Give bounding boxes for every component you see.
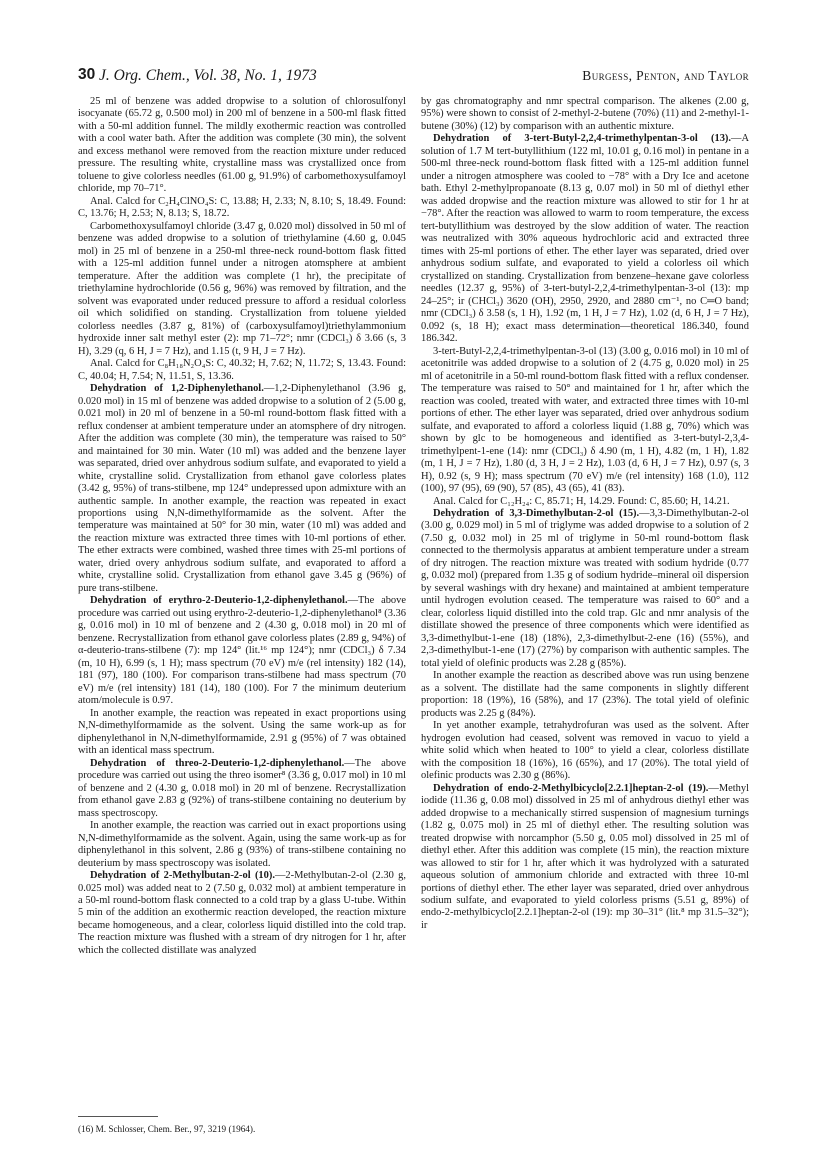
paragraph-text: —3,3-Dimethylbutan-2-ol (3.00 g, 0.029 mol) in 5 ml of triglyme was added dropwise to a solution of 2 (7.50 g, 0.032 mol) in 25 ml of triglyme in 50-ml round-bottom flask connected to the thermolysis apparatus at ambient temperature under a stream of dry nitrogen. The reaction mixture was treated with sodium hydride (0.77 g, 0.032 mol) (prepared from 1.35 g of sodium hydride–mineral oil dispersion by several washings with dry hexane) and maintained at ambient temperature until hydrogen evolution ceased. The temperature was raised to 60° and a clear, colorless liquid distilled into the cold trap. Glc and nmr analysis of the distillate showed the presence of three components which were identified as 3,3-dimethylbut-1-ene (18) (18%), 2,3-dimethylbut-2-ene (16) (55%), and 2,3-dimethylbut-1-ene (17) (27%) by comparison with authentic samples. The total yield of olefinic products was 2.28 g (85%). xyxy=(421,507,749,669)
page-header xyxy=(78,66,749,88)
footnote: (16) M. Schlosser, Chem. Ber., 97, 3219 (1964). xyxy=(78,1124,256,1134)
section-heading: Dehydration of endo-2-Methylbicyclo[2.2.1]heptan-2-ol (19). xyxy=(433,782,709,794)
paragraph xyxy=(421,783,749,933)
paragraph xyxy=(421,508,749,670)
right-column xyxy=(421,96,749,932)
footnote-rule xyxy=(78,1116,158,1117)
paragraph xyxy=(421,720,749,782)
paragraph xyxy=(421,670,749,720)
paragraph-text: 25 ml of benzene was added dropwise to a solution of chlorosulfonyl isocyanate (65.72 g, 0.500 mol) in 200 ml of benzene in a 500-ml flask fitted with a 50-ml addition funnel. The mildly exothermic reaction was controlled with a cool water bath. After the addition was complete (30 min), the solvent and excess methanol were removed from the reaction mixture under reduced pressure. The resulting white, crystalline mass was crystallized once from toluene to give colorless needles (61.00 g, 91.9%) of carbomethoxysulfamoyl chloride, mp 70–71°. xyxy=(78,96,406,195)
paragraph-text: —1,2-Diphenylethanol (3.96 g, 0.020 mol) in 15 ml of benzene was added dropwise to a solution of 2 (5.00 g, 0.021 mol) in 20 ml of benzene in a 50-ml round-bottom flask fitted with a reflux condenser at ambient temperature under an atomsphere of dry nitrogen. After the addition was complete (30 min), the temperature was raised to 50° and maintained for 30 min. Water (10 ml) was added and the benzene layer was separated, dried over anhydrous sodium sulfate, and evaporated to yield a white, crystalline solid. Crystallization from ethanol gave colorless plates (3.42 g, 95%) of trans-stilbene, mp 124° undepressed upon admixture with an authentic sample. In another example, the reaction was repeated in exact proportions using N,N-dimethylformamide as the solvent. After the temperature was maintained at 50° for 30 min, water (10 ml) was added and the reaction mixture was extracted three times with 10-ml portions of ether. The ether extracts were combined, washed three times with 25-ml portions of water, dried overy anhydrous sodium sulfate, and evaporated to afford a white, crystalline solid. Crystallization from ethanol gave 3.45 g (96%) of pure trans-stilbene. xyxy=(78,383,406,594)
paragraph xyxy=(78,358,406,383)
paragraph-text: —The above procedure was carried out using the threo isomer⁸ (3.36 g, 0.017 mol) in 10 ml of benzene and 2 (4.30 g, 0.018 mol) in 20 ml of benzene. Recrystallization from ethanol gave 2.83 g (92%) of trans-stilbene containing no deuterium by mass spectroscopy. xyxy=(78,757,406,819)
paragraph-text: —A solution of 1.7 M tert-butyllithium (122 ml, 10.01 g, 0.16 mol) in pentane in a 500-ml three-neck round-bottom flask fitted with a 125-ml addition funnel under a nitrogen atmosphere was cooled to −78° with a Dry Ice and acetone bath. Ethyl 2-methylpropanoate (8.13 g, 0.07 mol) in 50 ml of diethyl ether was added dropwise and the reaction mixture was allowed to stir for 1 hr at −78°. After the reaction was allowed to warm to room temperature, the excess tert-butyllithium was destroyed by the slow addition of water. The reaction was neutralized with 30% aqueous hydrochloric acid and extracted three times with 25-ml portions of ether. The ether layer was separated, dried over anhydrous sodium sulfate, and evaporated to yield a colorless oil which crystallized on standing. Crystallization from benzene–hexane gave colorless needles (12.37 g, 95%) of 3-tert-butyl-2,2,4-trimethylpentan-3-ol (13): mp 24–25°; ir (CHCl₃) 3620 (OH), 2950, 2920, and 2880 cm⁻¹, no C═O band; nmr (CDCl₃) δ 3.58 (s, 1 H), 1.92 (m, 1 H, J = 7 Hz), 1.02 (d, 6 H, J = 7 Hz), 0.092 (s, 18 H); exact mass determination—theoretical 186.340, found 186.342. xyxy=(421,133,749,345)
paragraph xyxy=(78,221,406,358)
paragraph-text: In yet another example, tetrahydrofuran was used as the solvent. After hydrogen evolution had ceased, solvent was removed in vacuo to yield a white solid which when heated to 100° to yield a clear, colorless distillate with the composition 18 (16%), 16 (65%), and 17 (20%). The total yield of olefinic products was 2.30 g (86%). xyxy=(421,720,749,782)
paragraph-text: Carbomethoxysulfamoyl chloride (3.47 g, 0.020 mol) dissolved in 50 ml of benzene was added dropwise to a solution of triethylamine (4.60 g, 0.045 mol) in 25 ml of benzene in a 250-ml three-neck round-bottom flask fitted with a 125-ml addition funnel under a nitrogen atomsphere at ambient temperature. After the addition was complete (1 hr), the precipitate of triethylamine hydrochloride (0.56 g, 96%) was removed by filtration, and the solvent was evaporated under reduced pressure to afford a residual colorless oil which solidified on standing. Crystallization from toluene yielded colorless needles (3.87 g, 81%) of (carboxysulfamoyl)triethylammonium hydroxide inner salt methyl ester (2): mp 71–72°; nmr (CDCl₃) δ 3.66 (s, 3 H), 3.29 (q, 6 H, J = 7 Hz), and 1.15 (t, 9 H, J = 7 Hz). xyxy=(78,220,406,357)
section-heading: Dehydration of threo-2-Deuterio-1,2-diphenylethanol. xyxy=(90,757,345,769)
paragraph-text: 3-tert-Butyl-2,2,4-trimethylpentan-3-ol (13) (3.00 g, 0.016 mol) in 10 ml of acetonitrile was added dropwise to a solution of 2 (4.75 g, 0.020 mol) in 25 ml of acetonitrile in a 50-ml round-bottom flask fitted with a reflux condenser. The temperature was raised to 50° and maintained for 1 hr, after which the reaction was cooled, treated with water, and extracted three times with 10-ml portions of ether. The ether layer was separated, dried over anhydrous sodium sulfate, and evaporated to afford a colorless liquid (1.88 g, 70%) which was shown by glc to be homogeneous and identified as 3-tert-butyl-2,3,4-trimethylpent-1-ene (14): nmr (CDCl₃) δ 4.90 (m, 1 H), 4.82 (m, 1 H), 1.82 (m, 1 H, J = 7 Hz), 1.80 (d, 3 H, J = 2 Hz), 1.03 (d, 6 H, J = 7 Hz), 0.97 (s, 3 H), 0.92 (s, 9 H); mass spectrum (70 eV) m/e (rel intensity) 168 (1.0), 112 (100), 97 (95), 69 (90), 57 (85), 43 (65), 41 (83). xyxy=(421,345,749,495)
section-heading: Dehydration of 3-tert-Butyl-2,2,4-trimethylpentan-3-ol (13). xyxy=(433,133,732,145)
journal-citation: J. Org. Chem., Vol. 38, No. 1, 1973 xyxy=(99,67,317,84)
paragraph xyxy=(78,758,406,820)
paragraph xyxy=(78,196,406,221)
section-heading: Dehydration of 2-Methylbutan-2-ol (10). xyxy=(90,870,275,882)
paragraph-text: Anal. Calcd for C₁₂H₂₄: C, 85.71; H, 14.29. Found: C, 85.60; H, 14.21. xyxy=(433,495,730,507)
paragraph xyxy=(78,708,406,758)
paragraph-text: —Methyl iodide (11.36 g, 0.08 mol) dissolved in 25 ml of anhydrous diethyl ether was added dropwise to a mechanically stirred suspension of magnesium turnings (1.82 g, 0.075 mol) in 25 ml of diethyl ether. The resulting solution was treated dropwise with norcamphor (5.50 g, 0.05 mol) dissolved in 25 ml of diethyl ether. After this addition was complete (15 min), the reaction mixture was allowed to stir for 1 hr, after which it was hydrolyzed with a saturated aqueous solution of ammonium chloride and extracted with three 10-ml portions of diethyl ether. The ether layer was separated, dried over anhydrous sodium sulfate, and evaporated to yield colorless prisms (5.51 g, 89%) of endo-2-methylbicyclo[2.2.1]heptan-2-ol (19): mp 30–31° (lit.⁸ mp 31.5–32°); ir xyxy=(421,782,749,931)
section-heading: Dehydration of 1,2-Diphenylethanol. xyxy=(90,383,264,395)
paragraph xyxy=(78,96,406,196)
paragraph xyxy=(421,96,749,133)
section-heading: Dehydration of 3,3-Dimethylbutan-2-ol (15). xyxy=(433,507,640,519)
paragraph-text: Anal. Calcd for C₈H₁₈N₂O₄S: C, 40.32; H, 7.62; N, 11.72; S, 13.43. Found: C, 40.04; H, 7.54; N, 11.51, S, 13.36. xyxy=(78,358,406,382)
paragraph-text: —2-Methylbutan-2-ol (2.30 g, 0.025 mol) was added neat to 2 (7.50 g, 0.032 mol) at ambient temperature in a 50-ml round-bottom flask connected to a cold trap by a glass U-tube. Within 5 min of the addition an exothermic reaction developed, the reaction mixture became homogeneous, and a clear, colorless liquid distilled into the cold trap. The reaction mixture was flushed with a stream of dry nitrogen for 1 hr, after which the collected distillate was analyzed xyxy=(78,870,406,956)
paragraph xyxy=(78,595,406,707)
paragraph xyxy=(78,870,406,957)
paragraph-text: —The above procedure was carried out using erythro-2-deuterio-1,2-diphenylethanol⁸ (3.36 g, 0.016 mol) in 10 ml of benzene and 2 (4.30 g, 0.018 mol) in 20 ml of benzene. Recrystallization from ethanol gave colorless plates (2.89 g, 94%) of α-deuterio-trans-stilbene (7): mp 124° (lit.¹⁶ mp 124°); nmr (CDCl₃) δ 7.34 (m, 10 H), 6.99 (s, 1 H); mass spectrum (70 eV) m/e (rel intensity) 182 (14), 181 (97), 180 (100). For comparison trans-stilbene had mass spectrum (70 eV) m/e (rel intensity) 181 (14), 180 (100). For 7 the minimum deuterium atom/molecule is 0.97. xyxy=(78,595,406,707)
paragraph xyxy=(78,383,406,595)
left-column xyxy=(78,96,406,957)
page-number: 30 xyxy=(78,66,96,83)
paragraph xyxy=(421,346,749,496)
running-head-authors: Burgess, Penton, and Taylor xyxy=(582,68,749,83)
paragraph-text: In another example, the reaction was carried out in exact proportions using N,N-dimethylformamide as the solvent. Again, using the same work-up as for diphenylethanol in this solvent, 2.86 g (93%) of trans-stilbene containing no deuterium by mass spectroscopy was isolated. xyxy=(78,820,406,869)
paragraph xyxy=(78,820,406,870)
paragraph xyxy=(421,496,749,508)
paragraph-text: In another example, the reaction was repeated in exact proportions using N,N-dimethylformamide as the solvent. Using the same work-up as for diphenylethanol in N,N-dimethylformamide, 2.91 g (95%) of 7 was obtained with an identical mass spectrum. xyxy=(78,707,406,757)
paragraph-text: by gas chromatography and nmr spectral comparison. The alkenes (2.00 g, 95%) were shown to consist of 2-methyl-2-butene (70%) (11) and 2-methyl-1-butene (30%) (12) by comparison with an authentic mixture. xyxy=(421,96,749,132)
section-heading: Dehydration of erythro-2-Deuterio-1,2-diphenylethanol. xyxy=(90,595,348,607)
paragraph-text: Anal. Calcd for C₂H₄ClNO₄S: C, 13.88; H, 2.33; N, 8.10; S, 18.49. Found: C, 13.76; H, 2.53; N, 8.13; S, 18.72. xyxy=(78,195,406,220)
paragraph-text: In another example the reaction as described above was run using benzene as a solvent. The distillate had the same components in slightly different proportion: 18 (19%), 16 (58%), and 17 (23%). The total yield of olefinic products was 2.25 g (84%). xyxy=(421,670,749,719)
paragraph xyxy=(421,133,749,345)
